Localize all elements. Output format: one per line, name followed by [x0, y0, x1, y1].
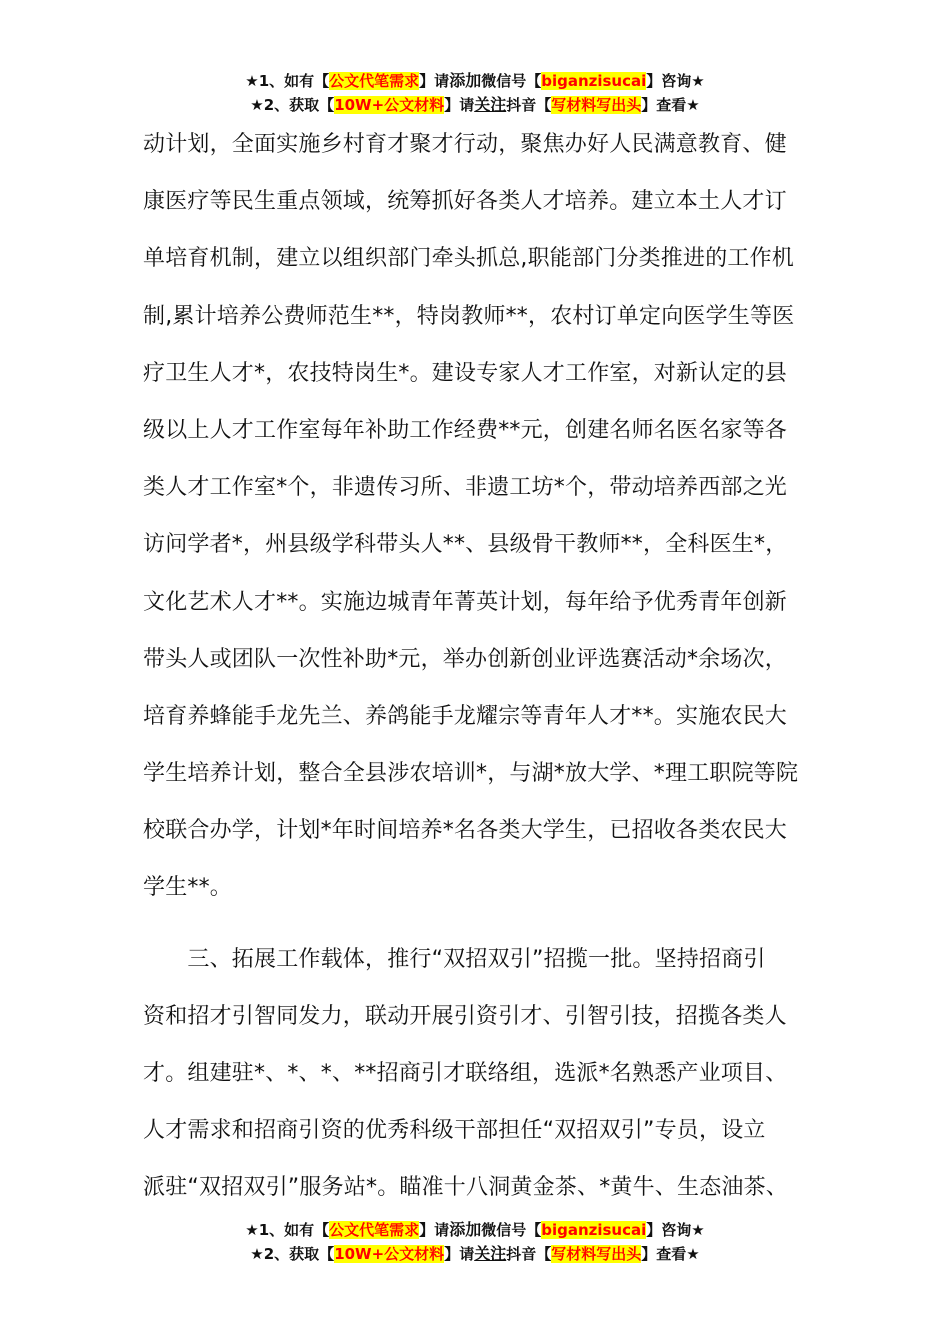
paragraph-line: 访问学者*，州县级学科带头人**、县级骨干教师**，全科医生*，: [143, 532, 788, 558]
banner-text: 】查看★: [641, 1245, 700, 1263]
banner-text: ★2、获取【: [250, 1245, 335, 1263]
banner-text: 】请: [444, 96, 475, 114]
banner-text: ★1、如有【: [245, 1221, 330, 1239]
paragraph-line: 文化艺术人才**。实施边城青年菁英计划，每年给予优秀青年创新: [143, 589, 788, 615]
paragraph-line: 制,累计培养公费师范生**，特岗教师**，农村订单定向医学生等医: [143, 303, 795, 329]
document-body: [143, 116, 811, 1217]
banner-text: 】咨询★: [646, 1221, 705, 1239]
paragraph-line: 三、拓展工作载体，推行“双招双引”招揽一批。坚持招商引: [143, 946, 766, 972]
banner-text: 】请: [419, 1221, 450, 1239]
paragraph-line: 疗卫生人才*，农技特岗生*。建设专家人才工作室，对新认定的县: [143, 360, 788, 386]
banner-highlight: biganzisucai: [541, 72, 647, 90]
paragraph-line: 学生**。: [143, 875, 233, 901]
banner-line-1: [0, 1218, 950, 1242]
paragraph-line: 培育养蜂能手龙先兰、养鸽能手龙耀宗等青年人才**。实施农民大: [143, 703, 788, 729]
banner-text: 抖音【: [506, 1245, 552, 1263]
paragraph-line: 带头人或团队一次性补助*元，举办创新创业评选赛活动*余场次，: [143, 646, 788, 672]
banner-text: 抖音【: [506, 96, 552, 114]
banner-text: 关注: [474, 95, 507, 114]
banner-text: 添加: [449, 1220, 482, 1239]
paragraph-line: 才。组建驻*、*、*、**招商引才联络组，选派*名熟悉产业项目、: [143, 1061, 788, 1086]
paragraph-line: 人才需求和招商引资的优秀科级干部担任“双招双引”专员，设立: [143, 1118, 766, 1144]
banner-highlight: biganzisucai: [541, 1221, 647, 1239]
paragraph-line: 动计划，全面实施乡村育才聚才行动，聚焦办好人民满意教育、健: [143, 132, 787, 157]
banner-text: ★1、如有【: [245, 72, 330, 90]
banner-line-2: [0, 93, 950, 117]
paragraph-line: 单培育机制，建立以组织部门牵头抓总,职能部门分类推进的工作机: [143, 246, 794, 272]
paragraph-line: 学生培养计划，整合全县涉农培训*，与湖*放大学、*理工职院等院: [143, 761, 799, 787]
banner-text: 关注: [474, 1244, 507, 1263]
paragraph-line: 校联合办学，计划*年时间培养*名各类大学生，已招收各类农民大: [143, 818, 788, 844]
banner-text: 】查看★: [641, 96, 700, 114]
paragraph-line: 资和招才引智同发力，联动开展引资引才、引智引技，招揽各类人: [143, 1003, 787, 1029]
banner-highlight: 公文代笔需求: [329, 1221, 420, 1239]
paragraph-line: 康医疗等民生重点领域，统筹抓好各类人才培养。建立本土人才订: [143, 189, 787, 215]
banner-highlight: 公文代笔需求: [329, 72, 420, 90]
paragraph-line: 派驻“双招双引”服务站*。瞄准十八洞黄金茶、*黄牛、生态油茶、: [143, 1175, 788, 1201]
banner-text: 微信号【: [481, 72, 542, 90]
banner-text: 】咨询★: [646, 72, 705, 90]
banner-line-2: [0, 1242, 950, 1266]
paragraph-gap: [143, 917, 811, 931]
banner-highlight: 写材料写出头: [551, 1245, 642, 1263]
banner-highlight: 10W+公文材料: [334, 96, 445, 114]
banner-line-1: [0, 69, 950, 93]
banner-text: 】请: [419, 72, 450, 90]
banner-text: 】请: [444, 1245, 475, 1263]
banner-text: ★2、获取【: [250, 96, 335, 114]
top-banner: [0, 69, 950, 117]
banner-highlight: 写材料写出头: [551, 96, 642, 114]
paragraph-line: 级以上人才工作室每年补助工作经费**元，创建名师名医名家等各: [143, 417, 788, 443]
banner-highlight: 10W+公文材料: [334, 1245, 445, 1263]
banner-text: 添加: [449, 71, 482, 90]
bottom-banner: [0, 1218, 950, 1266]
paragraph-line: 类人才工作室*个，非遗传习所、非遗工坊*个，带动培养西部之光: [143, 475, 788, 501]
banner-text: 微信号【: [481, 1221, 542, 1239]
